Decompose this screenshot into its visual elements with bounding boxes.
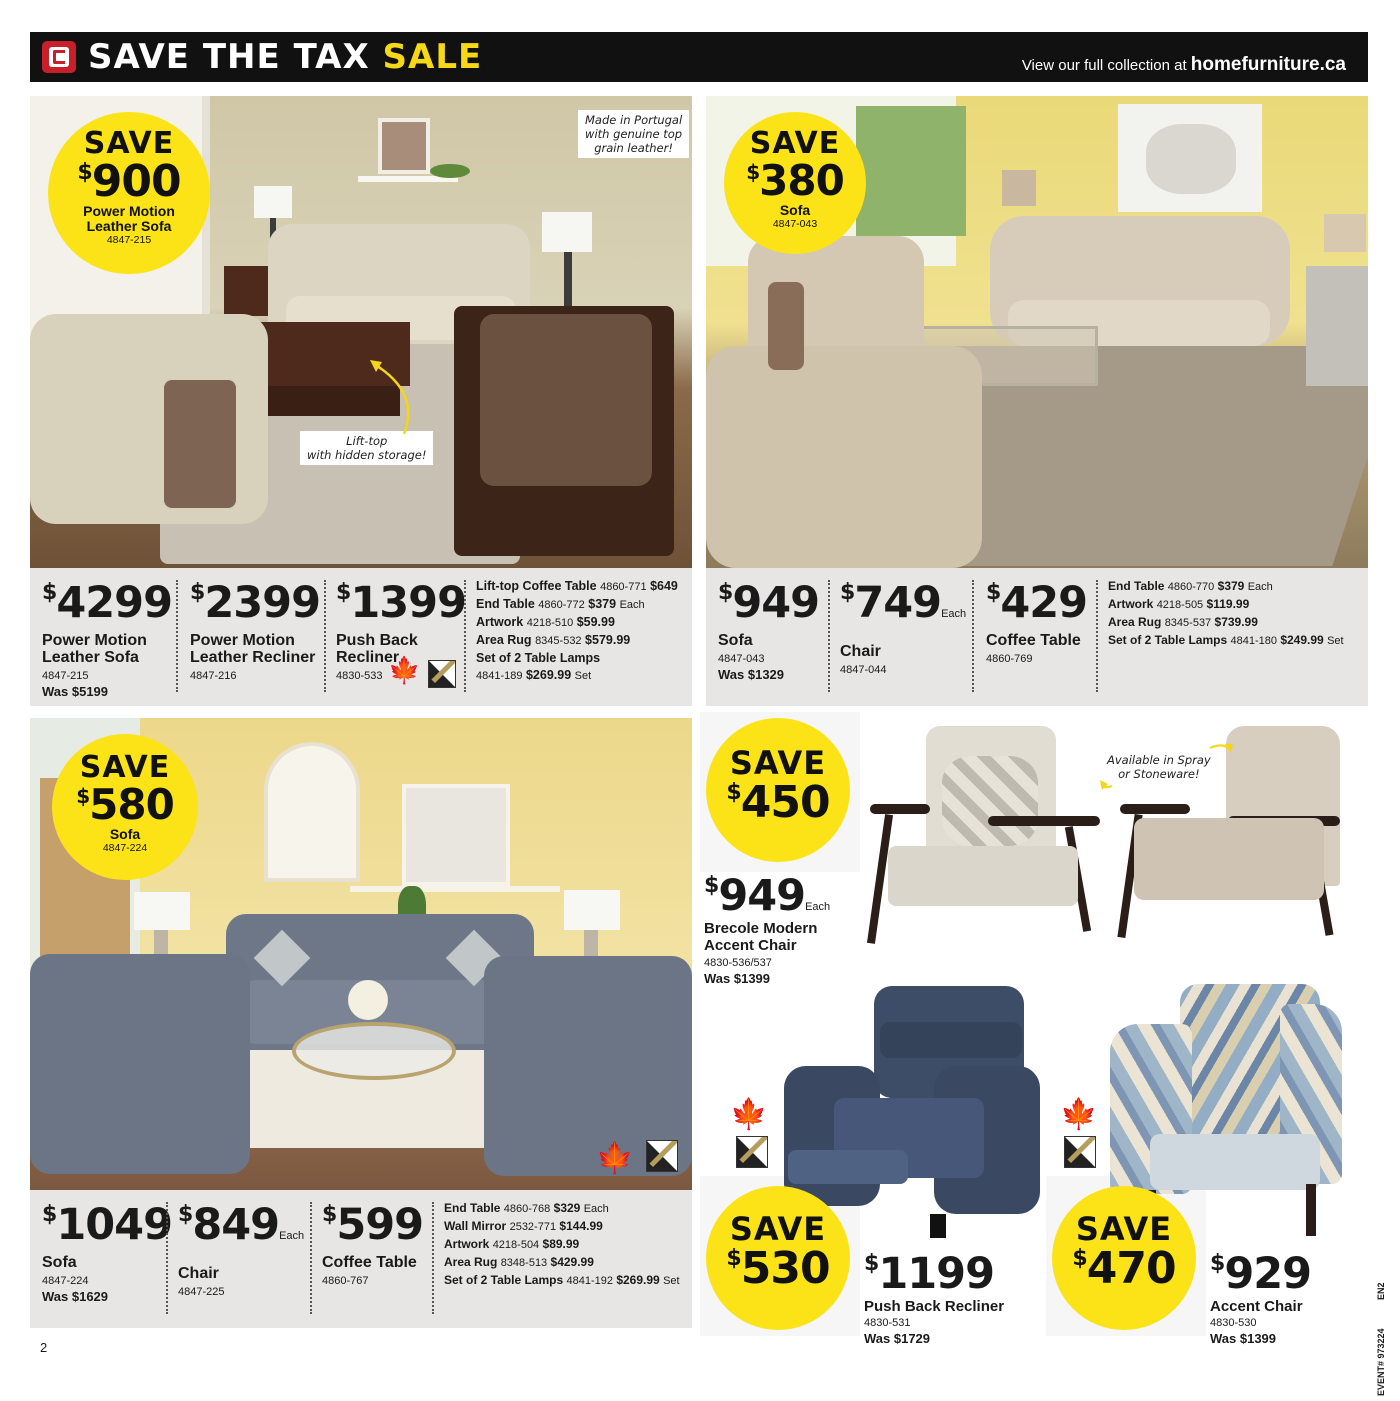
extra-item	[444, 1254, 680, 1272]
lift-top-note	[300, 431, 433, 465]
extra-name: Set of 2 Table Lamps	[444, 1273, 564, 1287]
extra-item	[444, 1236, 680, 1254]
badge-amount-value: 380	[759, 156, 844, 205]
portugal-note	[578, 110, 689, 158]
brecole-name: Accent Chair	[704, 937, 797, 954]
product-name: Chair	[840, 643, 881, 660]
collection-link[interactable]	[1022, 54, 1346, 76]
canada-maple-leaf-icon: 🍁	[1060, 1097, 1098, 1132]
accent-name: Accent Chair	[1210, 1298, 1303, 1315]
product-grey-chair[interactable]	[178, 1200, 304, 1300]
badge-save-label: SAVE	[729, 744, 827, 782]
price-dollar: $	[178, 1202, 193, 1227]
recliner-sku: 4830-531	[864, 1317, 911, 1329]
price-value: 4299	[56, 578, 172, 628]
collection-site[interactable]: homefurniture.ca	[1190, 54, 1346, 75]
price-bar-beige	[706, 568, 1368, 706]
price-value: 429	[1000, 578, 1088, 628]
page-header	[30, 32, 1368, 82]
portugal-note-line: with genuine top	[585, 127, 683, 141]
product-name: Coffee Table	[322, 1254, 417, 1271]
sale-title-accent: SALE	[382, 37, 483, 77]
badge-save-label: SAVE	[1075, 1210, 1173, 1248]
extra-sku: 4841-192	[566, 1275, 613, 1287]
badge-sku: 4847-043	[772, 218, 818, 230]
divider	[324, 580, 326, 692]
badge-product-name: Power Motion	[83, 203, 175, 219]
extra-price: $649	[650, 579, 678, 593]
badge-sku: 4847-224	[102, 842, 148, 854]
extra-price: $379	[588, 597, 617, 611]
extra-sku: 4860-772	[538, 599, 585, 611]
badge-amount-value: 530	[740, 1243, 830, 1294]
extras-list	[476, 578, 678, 685]
product-price	[190, 578, 320, 628]
extra-sku: 4218-510	[526, 617, 574, 629]
badge-dollar: $	[726, 1246, 741, 1271]
extra-item	[1108, 632, 1344, 650]
divider	[166, 1202, 168, 1314]
was-price: Was $1329	[718, 667, 785, 682]
badge-amount-value: 450	[740, 777, 830, 828]
product-price	[42, 578, 172, 628]
price-value: 749	[854, 578, 942, 628]
price-dollar: $	[42, 580, 57, 605]
recliner-name: Push Back Recliner	[864, 1298, 1005, 1315]
brecole-was-price: Was $1399	[704, 971, 771, 986]
accent-sku: 4830-530	[1210, 1317, 1257, 1329]
badge-amount-value: 900	[91, 156, 181, 207]
portugal-note-line: grain leather!	[594, 141, 673, 155]
price-value: 599	[336, 1200, 424, 1250]
badge-dollar: $	[1072, 1246, 1087, 1271]
divider	[464, 580, 466, 692]
extra-name: Lift-top Coffee Table	[476, 579, 597, 593]
canadian-made-badge-icon	[428, 660, 456, 688]
extra-unit: Each	[1247, 581, 1273, 593]
product-sku: 4847-225	[178, 1286, 225, 1298]
extra-sku: 8348-513	[500, 1257, 548, 1269]
available-note-line: or Stoneware!	[1118, 767, 1200, 781]
extra-item	[1108, 614, 1344, 632]
extra-name: Area Rug	[444, 1255, 498, 1269]
product-name: Push Back	[336, 632, 418, 649]
extra-item	[476, 667, 678, 685]
curved-arrows-icon	[1100, 734, 1234, 800]
badge-amount	[48, 156, 210, 207]
badge-save-label: SAVE	[729, 1210, 827, 1248]
extra-name: Artwork	[444, 1237, 490, 1251]
price-dollar: $	[190, 580, 205, 605]
price-dollar: $	[864, 1251, 879, 1276]
extra-sku: 8345-537	[1164, 617, 1212, 629]
badge-dollar: $	[76, 784, 90, 808]
badge-dollar: $	[746, 160, 760, 184]
accent-price	[1210, 1250, 1311, 1298]
price-value: 1399	[350, 578, 466, 628]
extra-sku: 4218-504	[492, 1239, 540, 1251]
product-price	[840, 578, 966, 639]
product-beige-coffee-table[interactable]	[986, 578, 1087, 667]
product-sku: 4830-533	[336, 670, 383, 682]
canadian-made-badge-icon	[1064, 1136, 1096, 1168]
badge-dollar: $	[726, 780, 741, 805]
extra-item	[1108, 578, 1344, 596]
page-number: 2	[40, 1340, 48, 1355]
extra-price: $429.99	[550, 1255, 594, 1269]
extra-item	[1108, 596, 1344, 614]
product-sku: 4847-216	[190, 670, 237, 682]
extra-price: $269.99	[525, 668, 572, 682]
extra-name: End Table	[476, 597, 535, 611]
badge-save-label: SAVE	[749, 126, 841, 161]
extra-price: $59.99	[576, 615, 615, 629]
product-beige-chair[interactable]	[840, 578, 966, 678]
product-sku: 4847-044	[840, 664, 887, 676]
extra-name: Area Rug	[1108, 615, 1162, 629]
product-sku: 4847-043	[718, 653, 765, 665]
divider	[432, 1202, 434, 1314]
price-value: 929	[1224, 1249, 1312, 1299]
badge-product-name: Sofa	[109, 826, 141, 842]
product-leather-recliner[interactable]	[190, 578, 320, 684]
price-dollar: $	[1210, 1251, 1225, 1276]
product-name: Power Motion	[190, 632, 295, 649]
extra-price: $269.99	[616, 1273, 660, 1287]
product-name: Coffee Table	[986, 632, 1081, 649]
price-value: 849	[192, 1200, 280, 1250]
divider	[828, 580, 830, 692]
badge-amount	[1052, 1243, 1196, 1294]
extra-name: Area Rug	[476, 633, 532, 647]
save-badge-380	[724, 112, 866, 254]
extra-sku: 4860-771	[600, 581, 647, 593]
brecole-sku: 4830-536/537	[704, 957, 772, 969]
price-each: Each	[279, 1230, 305, 1242]
product-leather-sofa[interactable]	[42, 578, 172, 700]
badge-product-name: Sofa	[779, 202, 811, 218]
price-dollar: $	[336, 580, 351, 605]
badge-product-name: Leather Sofa	[86, 218, 172, 234]
extra-sku: 4841-189	[476, 670, 523, 682]
product-name: Chair	[178, 1265, 219, 1282]
divider	[972, 580, 974, 692]
extra-name: Artwork	[476, 615, 524, 629]
brecole-name: Brecole Modern	[704, 920, 818, 937]
recliner-price	[864, 1250, 994, 1298]
price-dollar: $	[986, 580, 1001, 605]
extra-price: $89.99	[542, 1237, 580, 1251]
extra-sku: 2532-771	[509, 1221, 557, 1233]
canada-maple-leaf-icon: 🍁	[596, 1141, 634, 1176]
canada-maple-leaf-icon: 🍁	[388, 656, 421, 686]
extra-name: Set of 2 Table Lamps	[1108, 633, 1228, 647]
extra-item	[476, 596, 678, 614]
save-badge-580	[52, 734, 198, 880]
extra-name: End Table	[444, 1201, 501, 1215]
price-dollar: $	[42, 1202, 57, 1227]
badge-dollar: $	[77, 160, 92, 185]
price-dollar: $	[704, 873, 719, 898]
price-value: 2399	[204, 578, 320, 628]
product-sku: 4860-769	[986, 653, 1033, 665]
canada-maple-leaf-icon: 🍁	[730, 1097, 768, 1132]
extra-sku: 4860-770	[1167, 581, 1215, 593]
extra-unit: Each	[619, 599, 645, 611]
extras-list	[1108, 578, 1344, 650]
extra-price: $329	[553, 1201, 581, 1215]
badge-amount-value: 580	[89, 780, 174, 829]
arrow-icon	[364, 352, 424, 436]
extra-price: $119.99	[1206, 597, 1250, 611]
extra-price: $144.99	[559, 1219, 603, 1233]
lift-top-note-line: Lift-top	[346, 434, 388, 448]
canadian-made-badge-icon	[646, 1140, 678, 1172]
sale-title	[88, 37, 482, 77]
extra-item	[476, 578, 678, 596]
collection-prefix: View our full collection at	[1021, 57, 1187, 74]
extra-sku: 4218-505	[1156, 599, 1204, 611]
price-dollar: $	[718, 580, 733, 605]
product-sku: 4847-215	[42, 670, 89, 682]
product-grey-coffee-table[interactable]	[322, 1200, 423, 1289]
extra-item	[444, 1218, 680, 1236]
accent-was-price: Was $1399	[1210, 1331, 1277, 1346]
product-name: Recliner	[336, 649, 400, 666]
product-sku: 4860-767	[322, 1275, 369, 1287]
price-value: 1049	[56, 1200, 172, 1250]
was-price: Was $5199	[42, 684, 109, 699]
extra-item	[476, 650, 678, 667]
price-value: 1199	[878, 1249, 994, 1299]
product-name: Leather Recliner	[190, 649, 316, 666]
badge-amount	[52, 780, 198, 829]
extras-list	[444, 1200, 680, 1290]
product-price	[322, 1200, 423, 1250]
available-note-line: Available in Spray	[1107, 753, 1211, 767]
lift-top-note-line: with hidden storage!	[307, 448, 427, 462]
product-beige-sofa[interactable]	[718, 578, 819, 683]
extra-sku: 8345-532	[535, 635, 582, 647]
product-price	[336, 578, 466, 628]
extra-price: $249.99	[1280, 633, 1324, 647]
product-name: Leather Sofa	[42, 649, 139, 666]
badge-amount	[706, 777, 850, 828]
language-code: EN2	[1376, 1282, 1386, 1300]
price-bar-leather	[30, 568, 692, 706]
badge-amount	[724, 156, 866, 205]
canadian-made-badge-icon	[736, 1136, 768, 1168]
save-badge-470	[1052, 1186, 1196, 1330]
event-number: EVENT# 973224	[1376, 1328, 1386, 1396]
price-value: 949	[732, 578, 820, 628]
product-price	[178, 1200, 304, 1261]
badge-amount-value: 470	[1086, 1243, 1176, 1294]
recliner-was-price: Was $1729	[864, 1331, 931, 1346]
extra-name: Set of 2 Table Lamps	[476, 651, 601, 665]
save-badge-450	[706, 718, 850, 862]
extra-price: $379	[1217, 579, 1245, 593]
product-price	[42, 1200, 172, 1250]
price-each: Each	[805, 901, 831, 913]
extra-item	[444, 1272, 680, 1290]
divider	[310, 1202, 312, 1314]
price-dollar: $	[322, 1202, 337, 1227]
product-price	[718, 578, 819, 628]
price-bar-grey	[30, 1190, 692, 1328]
sale-title-main: SAVE THE TAX	[88, 37, 370, 77]
badge-amount	[706, 1243, 850, 1294]
extra-sku: 4841-180	[1230, 635, 1277, 647]
extra-item	[444, 1200, 680, 1218]
badge-save-label: SAVE	[83, 126, 175, 161]
extra-price: $579.99	[585, 633, 631, 647]
product-sku: 4847-224	[42, 1275, 89, 1287]
home-furniture-logo-icon[interactable]	[42, 41, 76, 73]
badge-sku: 4847-215	[106, 234, 152, 246]
extra-unit: Set	[574, 670, 592, 682]
product-name: Sofa	[42, 1254, 77, 1271]
divider	[1096, 580, 1098, 692]
extra-unit: Set	[663, 1275, 680, 1287]
extra-unit: Each	[583, 1203, 609, 1215]
product-grey-sofa[interactable]	[42, 1200, 172, 1305]
was-price: Was $1629	[42, 1289, 109, 1304]
divider	[176, 580, 178, 692]
extra-name: Artwork	[1108, 597, 1154, 611]
extra-price: $739.99	[1214, 615, 1258, 629]
extra-item	[476, 632, 678, 650]
extra-item	[476, 614, 678, 632]
extra-unit: Set	[1327, 635, 1344, 647]
badge-save-label: SAVE	[79, 750, 171, 785]
save-badge-530	[706, 1186, 850, 1330]
price-each: Each	[941, 608, 967, 620]
price-value: 949	[718, 871, 806, 921]
portugal-note-line: Made in Portugal	[585, 113, 683, 127]
extra-name: End Table	[1108, 579, 1165, 593]
product-price	[986, 578, 1087, 628]
product-name: Sofa	[718, 632, 753, 649]
save-badge-900	[48, 112, 210, 274]
brecole-chair-spray-image[interactable]	[870, 726, 1100, 946]
extra-name: Wall Mirror	[444, 1219, 507, 1233]
product-name: Power Motion	[42, 632, 147, 649]
price-dollar: $	[840, 580, 855, 605]
extra-sku: 4860-768	[503, 1203, 551, 1215]
